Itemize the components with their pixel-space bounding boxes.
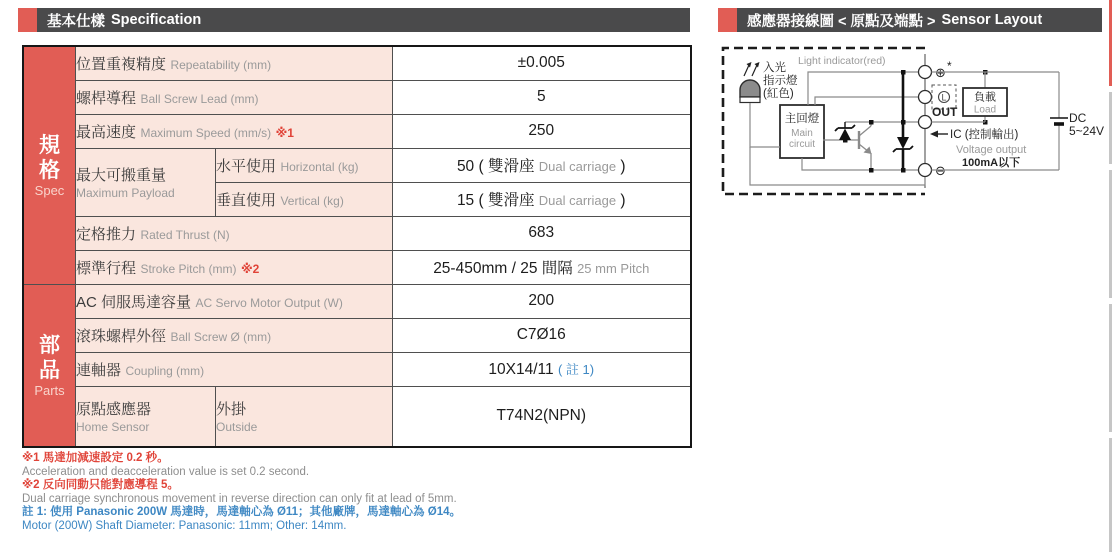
label-cell-speed: 最高速度 Maximum Speed (mm/s) ※1 — [76, 114, 393, 148]
label-cell-coupling: 連軸器 Coupling (mm) — [76, 352, 393, 386]
spec-table — [22, 45, 692, 448]
table-row — [23, 148, 691, 182]
group-parts-zh1: 部 — [39, 333, 60, 357]
page-edge-rule-gray — [1109, 92, 1112, 164]
label-cell-motor: AC 伺服馬達容量 AC Servo Motor Output (W) — [76, 284, 393, 318]
transistor-symbol — [859, 122, 872, 170]
value-cell-motor: 200 — [393, 284, 691, 318]
table-row — [23, 250, 691, 284]
table-row — [23, 352, 691, 386]
table-row — [23, 284, 691, 318]
svg-text:5~24V: 5~24V — [1069, 124, 1105, 138]
page-edge-rule-gray — [1109, 438, 1112, 552]
note-3-en: Motor (200W) Shaft Diameter: Panasonic: 11mm; Other: 14mm. — [22, 519, 347, 532]
label-cell-payload: 最大可搬重量 Maximum Payload — [76, 148, 216, 216]
label-cell-home-mount: 外掛 Outside — [216, 386, 393, 447]
value-cell-speed: 250 — [393, 114, 691, 148]
sensor-header-title-zh: 感應器接線圖 < 原點及端點 > — [747, 13, 936, 30]
label-cell-ballscrew: 滾珠螺桿外徑 Ball Screw Ø (mm) — [76, 318, 393, 352]
footnote-mark-2: ※2 — [240, 261, 260, 276]
sensor-wiring-diagram — [713, 40, 1105, 202]
sensor-header-title-en: Sensor Layout — [941, 12, 1043, 28]
value-cell-repeatability: ±0.005 — [393, 46, 691, 80]
note-1-zh: ※1 馬達加減速設定 0.2 秒。 — [22, 452, 169, 464]
group-parts-en: Parts — [34, 382, 65, 398]
value-cell-thrust: 683 — [393, 216, 691, 250]
value-cell-horizontal: 50 ( 雙滑座 Dual carriage ) — [393, 148, 691, 182]
value-cell-vertical: 15 ( 雙滑座 Dual carriage ) — [393, 182, 691, 216]
led-lamp-icon — [740, 62, 760, 103]
page-edge-rule-gray — [1109, 304, 1112, 432]
svg-text:Load: Load — [973, 104, 997, 116]
header-accent-square — [718, 8, 737, 32]
sensor-layout-section-header — [718, 8, 1102, 32]
page-edge-rule-red — [1109, 0, 1112, 86]
dc-source-symbol — [1050, 111, 1104, 138]
label-cell-home-sensor: 原點感應器 Home Sensor — [76, 386, 216, 447]
svg-text:主回燈: 主回燈 — [784, 113, 820, 125]
main-circuit-box — [780, 105, 824, 158]
spec-header-title-en: Specification — [111, 12, 202, 28]
note-2-en: Dual carriage synchronous movement in reverse direction can only fit at lead of 5mm. — [22, 492, 457, 505]
zener-diode-left — [835, 122, 855, 140]
group-cell-parts — [23, 284, 76, 447]
note-2-zh: ※2 反向同動只能對應導程 5。 — [22, 479, 179, 492]
value-cell-coupling: 10X14/11 ( 註 1) — [393, 352, 691, 386]
note-3-zh: 註 1: 使用 Panasonic 200W 馬達時，馬達軸心為 Ø11；其他廠牌，馬達軸心為 Ø14。 — [22, 506, 461, 519]
label-cell-repeatability: 位置重複精度 Repeatability (mm) — [76, 46, 393, 80]
value-cell-lead: 5 — [393, 80, 691, 114]
svg-text:L: L — [941, 92, 947, 103]
terminal-minus-label: ⊖ — [935, 163, 946, 178]
group-parts-zh2: 品 — [39, 358, 60, 382]
svg-text:Voltage output: Voltage output — [956, 144, 1027, 156]
led-lamp-label — [763, 60, 798, 100]
table-row — [23, 386, 691, 447]
table-row — [23, 318, 691, 352]
table-row — [23, 46, 691, 80]
spec-section-header — [18, 8, 690, 32]
terminal-out-label: OUT — [932, 105, 958, 119]
load-box — [963, 88, 1007, 116]
footnote-mark-1: ※1 — [275, 125, 294, 140]
svg-text:Main: Main — [791, 128, 813, 139]
group-spec-en: Spec — [34, 182, 65, 198]
svg-text:入光: 入光 — [763, 62, 786, 74]
value-cell-stroke: 25-450mm / 25 間隔 25 mm Pitch — [393, 250, 691, 284]
svg-text:DC: DC — [1069, 111, 1087, 125]
svg-text:100mA以下: 100mA以下 — [962, 157, 1021, 169]
svg-text:(紅色): (紅色) — [763, 88, 794, 100]
spec-header-title-zh: 基本仕樣 — [47, 13, 105, 30]
value-cell-home-sensor: T74N2(NPN) — [393, 386, 691, 447]
note-1-en: Acceleration and deacceleration value is set 0.2 second. — [22, 465, 310, 478]
terminal-plus-label: ⊕ — [935, 65, 946, 80]
label-cell-horizontal: 水平使用 Horizontal (kg) — [216, 148, 393, 182]
header-accent-square — [18, 8, 37, 32]
label-cell-stroke: 標準行程 Stroke Pitch (mm) ※2 — [76, 250, 393, 284]
group-cell-spec — [23, 46, 76, 284]
label-cell-lead: 螺桿導程 Ball Screw Lead (mm) — [76, 80, 393, 114]
svg-text:circuit: circuit — [788, 139, 816, 150]
label-cell-vertical: 垂直使用 Vertical (kg) — [216, 182, 393, 216]
group-spec-zh1: 規 — [39, 133, 60, 157]
table-row — [23, 80, 691, 114]
svg-text:IC (控制輸出): IC (控制輸出) — [950, 129, 1019, 141]
group-spec-zh2: 格 — [39, 158, 60, 182]
terminal-plus-note: * — [947, 59, 952, 73]
value-cell-ballscrew: C7Ø16 — [393, 318, 691, 352]
footnotes — [22, 452, 461, 534]
table-row — [23, 114, 691, 148]
svg-text:指示燈: 指示燈 — [763, 75, 798, 87]
light-indicator-label: Light indicator(red) — [798, 55, 886, 67]
table-row — [23, 216, 691, 250]
svg-text:負載: 負載 — [974, 91, 996, 104]
label-cell-thrust: 定格推力 Rated Thrust (N) — [76, 216, 393, 250]
page-edge-rule-gray — [1109, 170, 1112, 298]
